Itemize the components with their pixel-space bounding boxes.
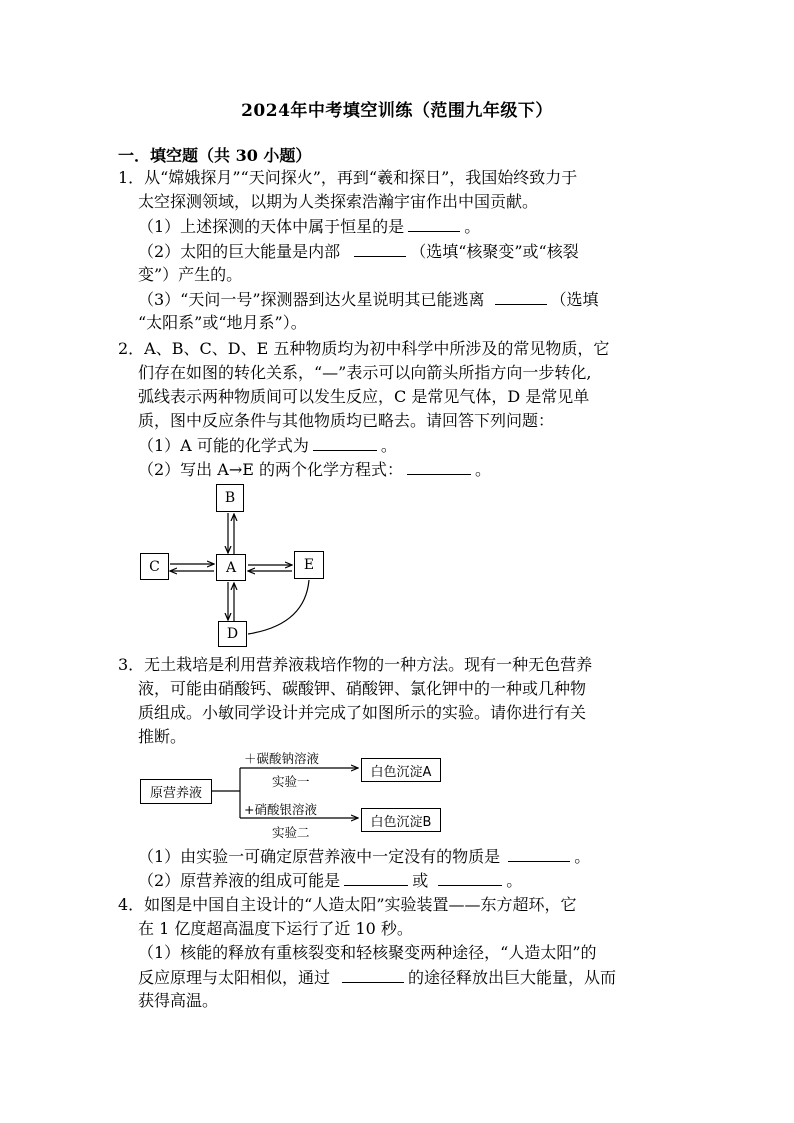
q3-part-2: （2）原营养液的组成可能是 或 。 [138,871,523,890]
q2-line-4: 质，图中反应条件与其他物质均已略去。请回答下列问题： [138,411,555,430]
flow-reagent-1: ＋碳酸钠溶液 [244,751,320,766]
q1-line-1: 1．从“嫦娥探月”“天问探火”，再到“羲和探日”，我国始终致力于 [118,168,578,187]
q3-line-2: 液，可能由硝酸钙、碳酸钾、硝酸钾、氯化钾中的一种或几种物 [138,679,587,698]
q3-blank-3[interactable] [438,869,502,886]
q3-line-1: 3．无土栽培是利用营养液栽培作物的一种方法。现有一种无色营养 [118,655,593,674]
q3-line-4: 推断。 [138,727,187,746]
node-d: D [218,621,247,647]
q1-part-1: （1）上述探测的天体中属于恒星的是 。 [138,217,481,236]
flow-result-a: 白色沉淀A [361,758,441,782]
q4-line-2: 在 1 亿度超高温度下运行了近 10 秒。 [138,919,413,938]
q2-line-1: 2．A、B、C、D、E 五种物质均为初中科学中所涉及的常见物质，它 [118,339,610,358]
q3-line-3: 质组成。小敏同学设计并完成了如图所示的实验。请你进行有关 [138,703,587,722]
node-a: A [216,554,246,581]
flow-source-box: 原营养液 [140,779,212,804]
q1-part-3: （3）“天问一号”探测器到达火星说明其已能逃离 （选填 [138,290,599,309]
q4-line-1: 4．如图是中国自主设计的“人造太阳”实验装置——东方超环，它 [118,895,577,914]
q2-line-3: 弧线表示两种物质间可以发生反应，C 是常见气体，D 是常见单 [138,387,590,406]
q4-part-1-end: 获得高温。 [138,991,219,1010]
flow-exp-2: 实验二 [272,825,310,840]
q1-part-2: （2）太阳的巨大能量是内部 （选填“核聚变”或“核裂 [138,242,579,261]
q3-blank-2[interactable] [344,869,408,886]
q2-part-2: （2）写出 A→E 的两个化学方程式： 。 [138,460,492,479]
flow-result-b: 白色沉淀B [361,808,441,832]
node-c: C [140,553,169,580]
q4-blank-1[interactable] [342,966,404,983]
q3-blank-1[interactable] [508,845,570,862]
q1-part-3-cont: “太阳系”或“地月系”）。 [138,313,307,332]
reaction-arc-d-e [248,580,309,634]
node-b: B [216,484,244,512]
q1-line-2: 太空探测领域，以期为人类探索浩瀚宇宙作出中国贡献。 [138,192,539,211]
node-e: E [294,551,324,579]
q4-part-1-cont: 反应原理与太阳相似，通过 的途径释放出巨大能量，从而 [138,968,617,987]
flow-reagent-2: +硝酸银溶液 [244,802,317,817]
q2-part-1: （1）A 可能的化学式为 。 [138,436,397,455]
q2-line-2: 们存在如图的转化关系，“—”表示可以向箭头所指方向一步转化, [138,363,592,382]
section-heading: 一．填空题（共 30 小题） [118,146,312,165]
page-title: 2024年中考填空训练（范围九年级下） [241,101,553,121]
q4-part-1: （1）核能的释放有重核裂变和轻核聚变两种途径，“人造太阳”的 [138,943,597,962]
q1-part-2-cont: 变”）产生的。 [138,265,243,284]
q3-part-1: （1）由实验一可确定原营养液中一定没有的物质是 。 [138,847,591,866]
flow-exp-1: 实验一 [272,774,310,789]
